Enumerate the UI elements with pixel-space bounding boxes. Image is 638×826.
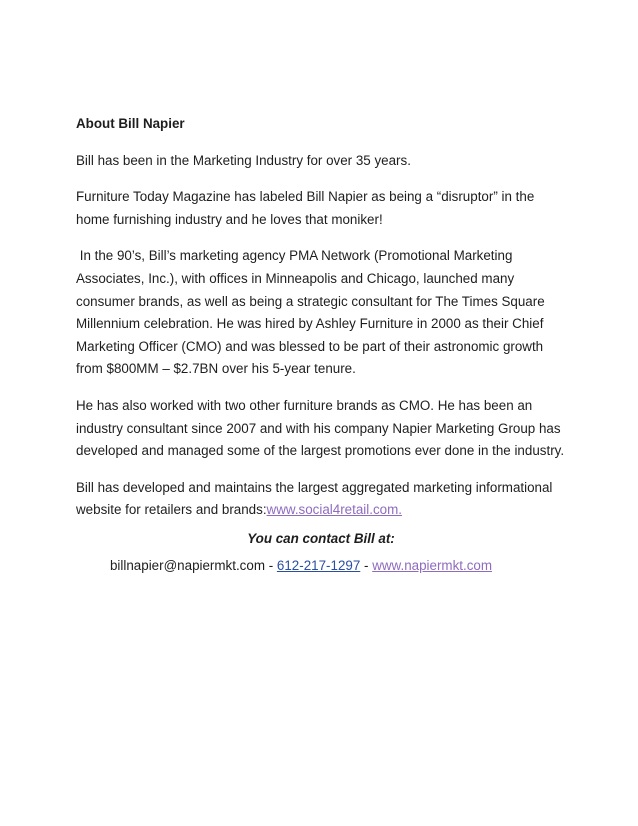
paragraph-experience: Bill has been in the Marketing Industry for over 35 years. — [76, 152, 411, 168]
document-body — [76, 113, 566, 577]
contact-website-link[interactable]: www.napiermkt.com — [372, 557, 493, 573]
contact-separator: - — [264, 557, 277, 573]
section-heading: About Bill Napier — [76, 116, 185, 131]
contact-heading: You can contact Bill at: — [247, 530, 395, 546]
contact-phone-link[interactable]: 612-217-1297 — [276, 557, 361, 573]
paragraph-disruptor: Furniture Today Magazine has labeled Bill Napier as being a “disruptor” in the home furnishing industry and he loves that moniker! — [76, 189, 535, 227]
paragraph-pma-network: In the 90’s, Bill’s marketing agency PMA Network (Promotional Marketing Associates, Inc.), with offices in Minneapolis and Chicago, launched many consumer brands, as well as being a strategic consultant for The Times Square Millennium celebration. He was hired by Ashley Furniture in 2000 as their Chief Marketing Officer (CMO) and was blessed to be part of their astronomic growth from $800MM – $2.7BN over his 5-year tenure. — [76, 248, 549, 377]
contact-email: billnapier@napiermkt.com — [109, 557, 265, 573]
contact-line — [36, 555, 566, 578]
paragraph-website — [76, 477, 566, 522]
contact-separator: - — [360, 557, 373, 573]
paragraph-website-text: Bill has developed and maintains the largest aggregated marketing informational website for retailers and brands: — [76, 479, 553, 518]
social4retail-link[interactable]: www.social4retail.com. — [266, 502, 402, 518]
paragraph-consultant: He has also worked with two other furniture brands as CMO. He has been an industry consultant since 2007 and with his company Napier Marketing Group has developed and managed some of the largest promotions ever done in the industry. — [76, 397, 565, 459]
